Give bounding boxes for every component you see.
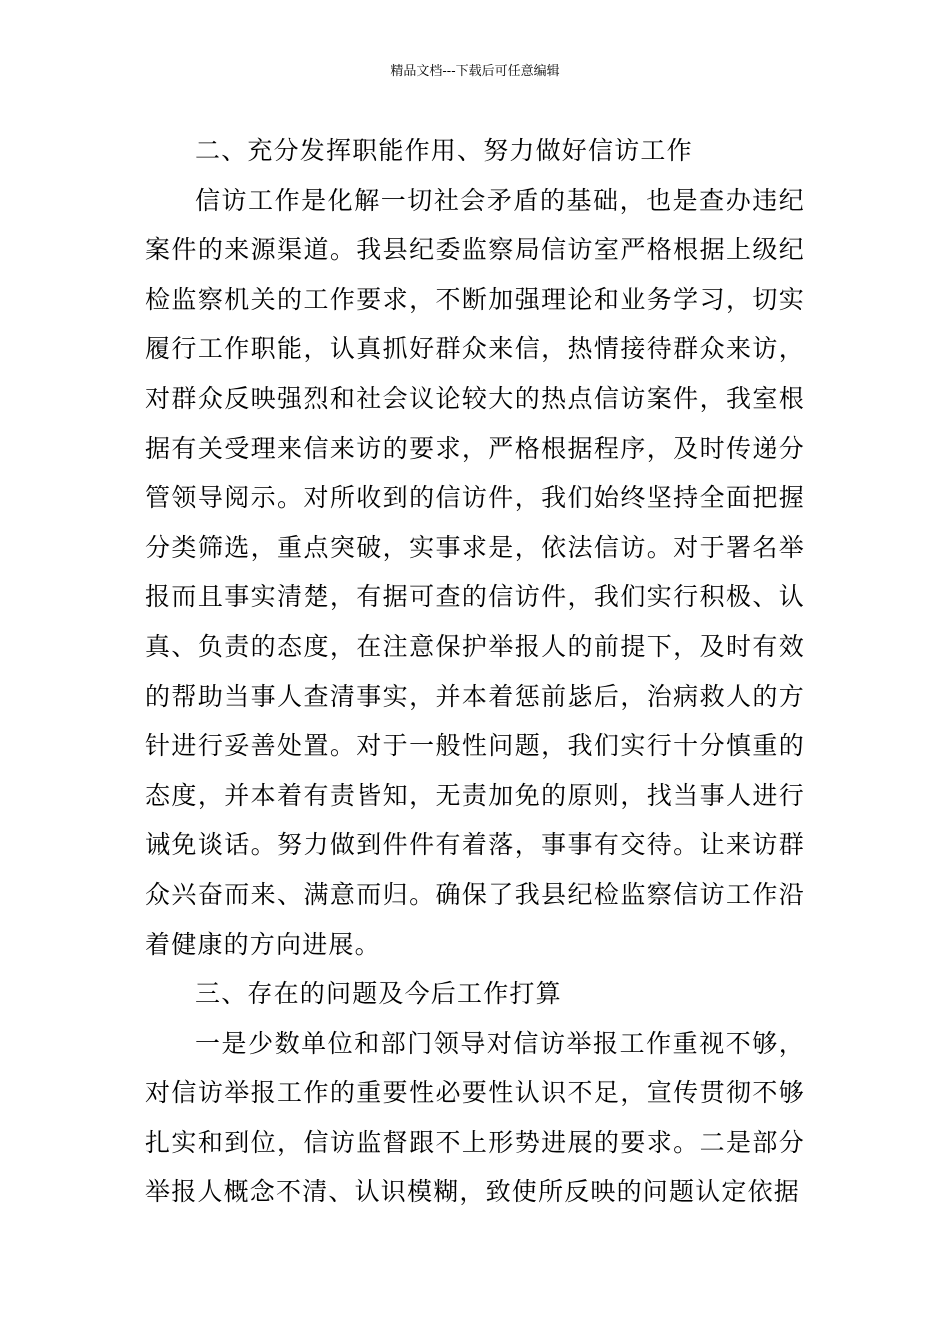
section-2-heading: 二、充分发挥职能作用、努力做好信访工作 [195,136,693,165]
section-3-heading: 三、存在的问题及今后工作打算 [195,979,562,1009]
document-body [145,126,805,1217]
section-2-paragraph: 信访工作是化解一切社会矛盾的基础，也是查办违纪案件的来源渠道。我县纪委监察局信访室严格根据上级纪检监察机关的工作要求，不断加强理论和业务学习，切实履行工作职能，认真抓好群众来信，热情接待群众来访，对群众反映强烈和社会议论较大的热点信访案件，我室根据有关受理来信来访的要求，严格根据程序，及时传递分管领导阅示。对所收到的信访件，我们始终坚持全面把握分类筛选，重点突破，实事求是，依法信访。对于署名举报而且事实清楚，有据可查的信访件，我们实行积极、认真、负责的态度，在注意保护举报人的前提下，及时有效的帮助当事人查清事实，并本着惩前毖后，治病救人的方针进行妥善处置。对于一般性问题，我们实行十分慎重的态度，并本着有责皆知，无责加免的原则，找当事人进行诫免谈话。努力做到件件有着落，事事有交待。让来访群众兴奋而来、满意而归。确保了我县纪检监察信访工作沿着健康的方向进展。 [145,185,805,959]
section-3-paragraph: 一是少数单位和部门领导对信访举报工作重视不够，对信访举报工作的重要性必要性认识不足，宣传贯彻不够扎实和到位，信访监督跟不上形势进展的要求。二是部分举报人概念不清、认识模糊，致使所反映的问题认定依据 [145,1028,805,1207]
page-header: 精品文档---下载后可任意编辑 [390,64,560,79]
